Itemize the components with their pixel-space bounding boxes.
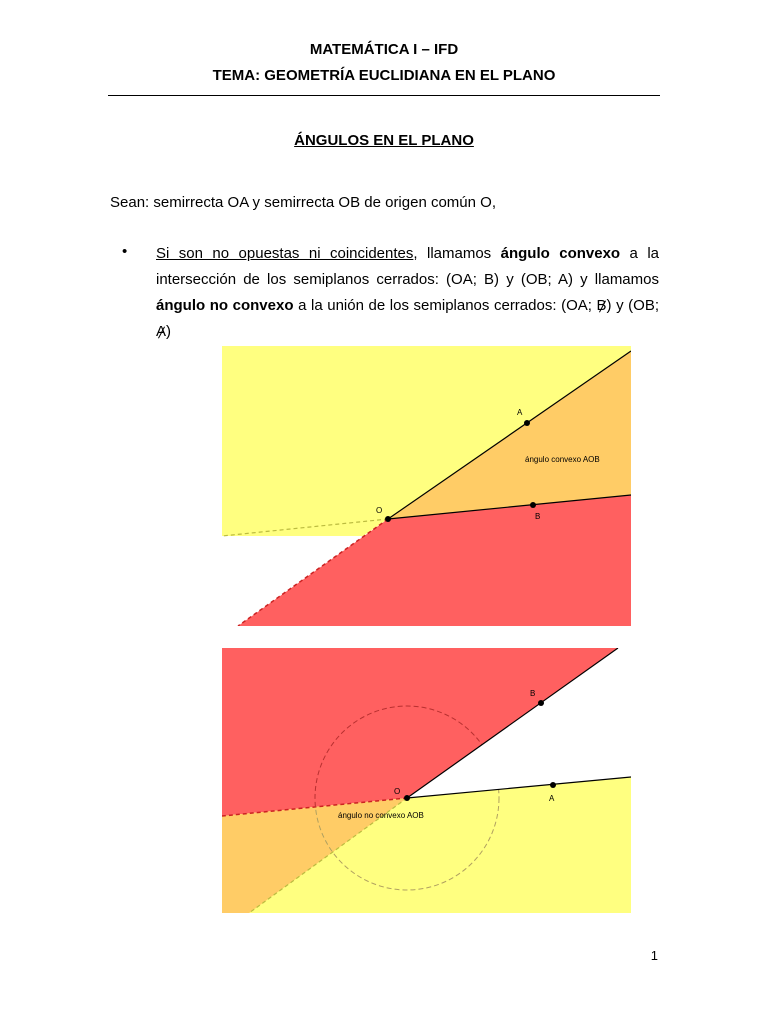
- section-title: ÁNGULOS EN EL PLANO: [294, 132, 474, 149]
- header-rule: [108, 95, 660, 96]
- label-a: A: [517, 408, 523, 417]
- paragraph-text: a la intersección de los semiplanos cerrados: (OA; B) y (OB; A) y llamamos: [156, 245, 660, 288]
- label-o: O: [394, 787, 401, 796]
- point-a: [550, 782, 556, 788]
- crossed-letter-b: B: [597, 293, 607, 319]
- page-number: 1: [650, 948, 658, 963]
- bullet-icon: •: [122, 243, 128, 260]
- label-o: O: [376, 506, 383, 515]
- point-a: [524, 420, 530, 426]
- crossed-letter-a: A: [156, 319, 166, 345]
- convex-angle-figure: [222, 346, 631, 626]
- point-o: [404, 795, 410, 801]
- condition-text: Si son no opuestas ni coincidentes: [156, 245, 414, 262]
- nonconvex-angle-label: ángulo no convexo AOB: [338, 811, 424, 820]
- intro-text: Sean: semirrecta OA y semirrecta OB de origen común O,: [110, 194, 496, 211]
- paragraph-text: a la unión de los semiplanos cerrados: (OA;: [293, 297, 597, 314]
- paragraph-text: ) y (OB;: [606, 297, 659, 314]
- nonconvex-angle-figure: [222, 648, 631, 913]
- term-nonconvex-angle: ángulo no convexo: [156, 297, 294, 314]
- point-b: [538, 700, 544, 706]
- label-a: A: [549, 794, 555, 803]
- document-topic: TEMA: GEOMETRÍA EUCLIDIANA EN EL PLANO: [212, 67, 556, 84]
- definition-paragraph: [156, 241, 659, 345]
- label-b: B: [530, 689, 536, 698]
- paragraph-text: ): [166, 323, 172, 340]
- label-b: B: [535, 512, 541, 521]
- term-convex-angle: ángulo convexo: [500, 245, 621, 262]
- document-subject: MATEMÁTICA I – IFD: [309, 41, 459, 58]
- convex-angle-label: ángulo convexo AOB: [525, 455, 600, 464]
- paragraph-text: , llamamos: [413, 245, 501, 262]
- point-b: [530, 502, 536, 508]
- point-o: [385, 516, 391, 522]
